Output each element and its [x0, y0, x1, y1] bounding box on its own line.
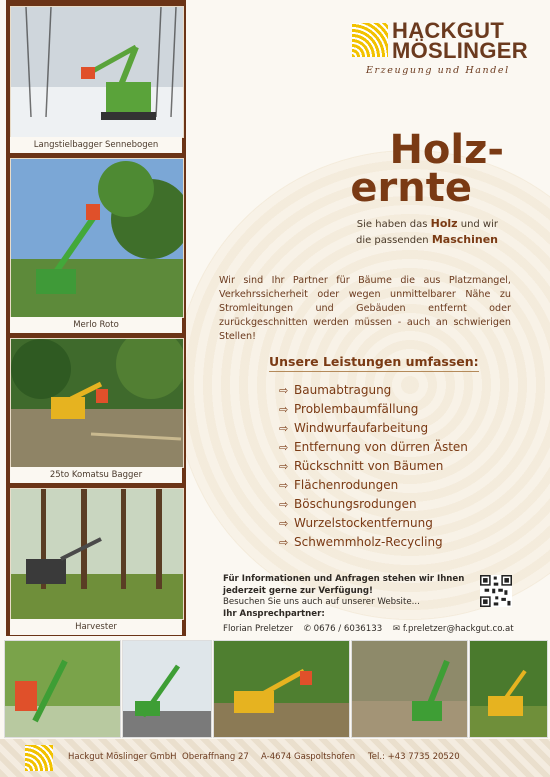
photo-merlo	[10, 158, 184, 318]
service-item: ⇨ Rückschnitt von Bäumen	[279, 457, 468, 476]
company-logo	[352, 20, 532, 80]
service-item: ⇨ Flächenrodungen	[279, 476, 468, 495]
subtitle-maschinen: Maschinen	[431, 233, 498, 246]
photo-komatsu	[10, 338, 184, 468]
arrow-right-icon: ⇨	[279, 517, 289, 530]
info-line2: jederzeit gerne zur Verfügung!	[223, 585, 373, 596]
service-item: ⇨ Schwemmholz-Recycling	[279, 533, 468, 552]
photo-harvester	[10, 488, 184, 620]
contact-label: Ihr Ansprechpartner:	[223, 608, 325, 619]
contact-phone[interactable]: 0676 / 6036133	[313, 624, 383, 634]
harvester-image	[11, 489, 183, 619]
service-item: ⇨ Wurzelstockentfernung	[279, 514, 468, 533]
mail-icon: ✉	[392, 624, 401, 634]
headline-line1: Holz-	[389, 127, 504, 173]
service-item: ⇨ Windwurfaufarbeitung	[279, 419, 468, 438]
subtitle-part2: und wir	[457, 219, 498, 230]
logo-line2: MÖSLINGER	[392, 38, 528, 63]
caption-komatsu: 25to Komatsu Bagger	[10, 467, 182, 483]
footer-city: A-4674 Gaspoltshofen	[261, 752, 356, 762]
excavator-snow-image	[11, 7, 183, 137]
merlo-roto-image	[11, 159, 183, 317]
subtitle-line2	[198, 232, 498, 248]
caption-sennebogen: Langstielbagger Sennebogen	[10, 137, 182, 153]
subtitle-holz: Holz	[430, 217, 458, 230]
caption-harvester: Harvester	[10, 619, 182, 635]
bottom-photo-strip	[0, 640, 550, 740]
arrow-right-icon: ⇨	[279, 403, 289, 416]
arrow-right-icon: ⇨	[279, 384, 289, 397]
arrow-right-icon: ⇨	[279, 441, 289, 454]
qr-code-icon[interactable]	[480, 575, 512, 607]
bottom-photo-5	[469, 640, 548, 738]
bottom-photo-1	[4, 640, 121, 738]
arrow-right-icon: ⇨	[279, 479, 289, 492]
logo-line1: HACKGUT	[392, 18, 505, 43]
subtitle-part1: Sie haben das	[356, 219, 431, 230]
service-item: ⇨ Entfernung von dürren Ästen	[279, 438, 468, 457]
logo-tagline: Erzeugung und Handel	[366, 65, 510, 76]
photo-sennebogen	[10, 6, 184, 138]
footer-logo-icon	[25, 745, 53, 771]
footer-street: Oberaffnang 27	[182, 752, 249, 762]
services-list	[279, 381, 468, 552]
contact-email[interactable]: f.preletzer@hackgut.co.at	[402, 624, 514, 634]
photo-column	[6, 0, 186, 636]
service-item: ⇨ Baumabtragung	[279, 381, 468, 400]
info-line1: Für Informationen und Anfragen stehen wir Ihnen	[223, 574, 465, 584]
services-title: Unsere Leistungen umfassen:	[269, 354, 479, 372]
bottom-photo-3	[213, 640, 350, 738]
service-item: ⇨ Böschungsrodungen	[279, 495, 468, 514]
arrow-right-icon: ⇨	[279, 536, 289, 549]
subtitle-part3: die passenden	[355, 235, 432, 246]
subtitle-line1	[198, 216, 498, 232]
contact-name: Florian Preletzer	[223, 624, 293, 634]
caption-merlo: Merlo Roto	[10, 317, 182, 333]
footer-tel[interactable]: Tel.: +43 7735 20520	[368, 752, 460, 762]
intro-paragraph: Wir sind Ihr Partner für Bäume die aus Platzmangel, Verkehrssicherheit oder wegen unmittelbarer Nähe zu Stromleitungen und Gebäuden entfernt oder zurückgeschnitten werden müssen - auch an schwierigen Stellen!	[219, 275, 511, 342]
arrow-right-icon: ⇨	[279, 498, 289, 511]
footer-company: Hackgut Möslinger GmbH	[68, 752, 177, 762]
headline-line2: ernte	[350, 165, 472, 211]
bottom-photo-4	[351, 640, 468, 738]
wood-rings-logo-icon	[352, 23, 388, 57]
contact-line	[223, 624, 514, 634]
info-line3: Besuchen Sie uns auch auf unserer Website...	[223, 597, 420, 607]
arrow-right-icon: ⇨	[279, 460, 289, 473]
arrow-right-icon: ⇨	[279, 422, 289, 435]
phone-icon: ✆	[303, 624, 311, 634]
footer-bar	[0, 739, 550, 777]
service-item: ⇨ Problembaumfällung	[279, 400, 468, 419]
info-block	[223, 574, 523, 620]
komatsu-excavator-image	[11, 339, 183, 467]
bottom-photo-2	[122, 640, 212, 738]
